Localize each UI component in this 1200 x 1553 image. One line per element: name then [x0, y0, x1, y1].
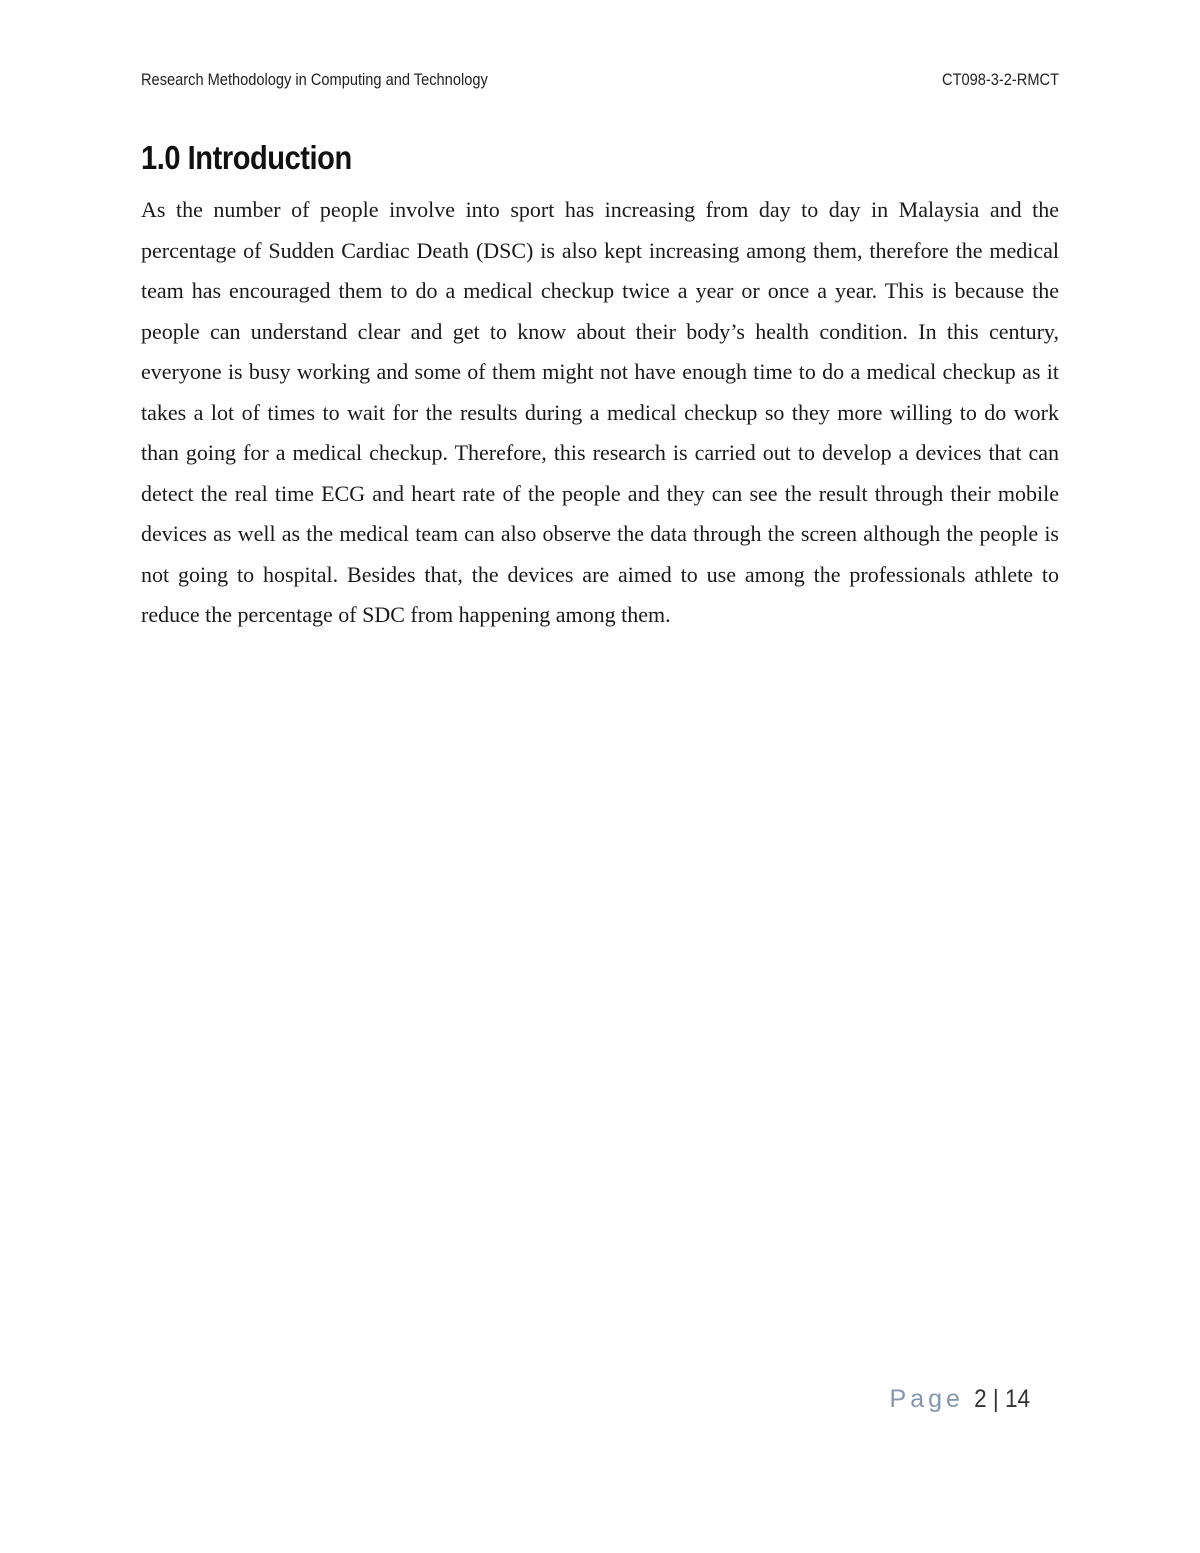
- section-heading: 1.0 Introduction: [141, 139, 352, 176]
- page-number: 2 | 14: [973, 1385, 1030, 1413]
- page-footer: [890, 1385, 1033, 1414]
- page-label: Page: [889, 1385, 964, 1413]
- introduction-paragraph: As the number of people involve into sport has increasing from day to day in Malaysia and the percentage of Sudden Cardiac Death (DSC) is also kept increasing among them, therefore the medical team has encouraged them to do a medical checkup twice a year or once a year. This is because the people can understand clear and get to know about their body’s health condition. In this century, everyone is busy working and some of them might not have enough time to do a medical checkup as it takes a lot of times to wait for the results during a medical checkup so they more willing to do work than going for a medical checkup. Therefore, this research is carried out to develop a devices that can detect the real time ECG and heart rate of the people and they can see the result through their mobile devices as well as the medical team can also observe the data through the screen although the people is not going to hospital. Besides that, the devices are aimed to use among the professionals athlete to reduce the percentage of SDC from happening among them.: [141, 197, 1059, 627]
- header-course-title: Research Methodology in Computing and Technology: [141, 70, 488, 89]
- header-course-code: CT098-3-2-RMCT: [942, 70, 1059, 89]
